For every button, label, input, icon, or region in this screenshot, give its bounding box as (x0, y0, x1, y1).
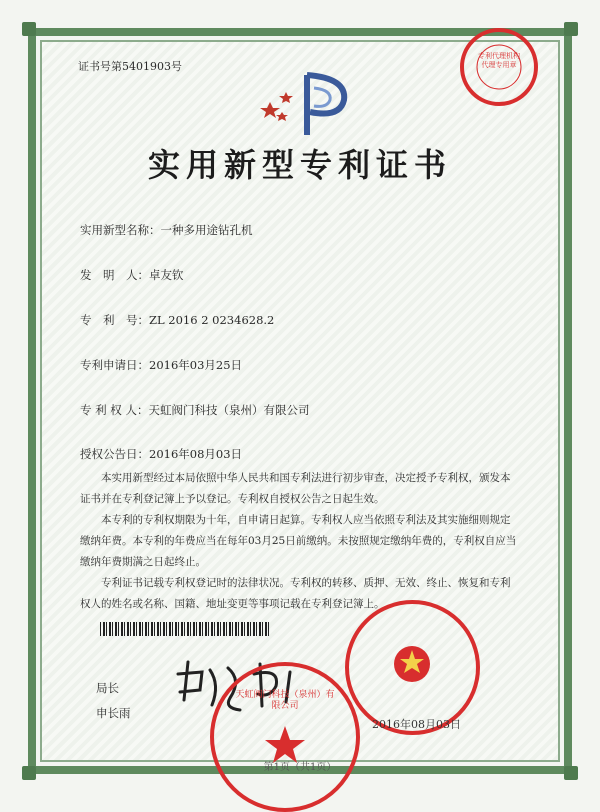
patentee-row (80, 402, 309, 418)
page-footer: 第1页（共1页） (263, 762, 337, 773)
corner-ornament (22, 22, 36, 36)
national-ip-office-seal (345, 600, 480, 735)
body-paragraph: 本实用新型经过本局依照中华人民共和国专利法进行初步审查，决定授予专利权，颁发本证书并在专利登记簿上予以登记。专利权自授权公告之日起生效。 (80, 472, 511, 505)
grant-date-row (80, 446, 242, 462)
seal-date: 2016年08月03日 (372, 718, 461, 731)
field-value: 卓友钦 (149, 268, 184, 282)
body-paragraph: 本专利的专利权期限为十年，自申请日起算。专利权人应当依照专利法及其实施细则规定缴纳年费。本专利的年费应当在每年03月25日前缴纳。未按照规定缴纳年费的，专利权自应当缴纳年费期满之日起终止。 (80, 514, 517, 568)
field-label: 专利申请日： (80, 358, 149, 372)
field-value: 2016年03月25日 (149, 358, 243, 372)
field-value: ZL 2016 2 0234628.2 (149, 313, 275, 327)
certificate-body (80, 468, 520, 615)
director-title: 局长 (96, 681, 119, 695)
corner-ornament (564, 22, 578, 36)
field-label: 专 利 号： (80, 313, 149, 327)
field-label: 授权公告日： (80, 447, 149, 461)
field-value: 一种多用途钻孔机 (160, 223, 253, 237)
director-name: 申长雨 (96, 706, 131, 720)
inventor-row (80, 267, 184, 283)
field-label: 实用新型名称： (80, 223, 161, 237)
certificate-title: 实用新型专利证书 (147, 146, 452, 184)
field-label: 专 利 权 人： (80, 403, 149, 417)
agency-seal (460, 28, 538, 106)
company-seal (210, 662, 360, 812)
agency-seal-text: 专利代理机构代理专用章 (478, 52, 520, 69)
filing-date-row (80, 357, 242, 373)
company-seal-text: 天虹阀门科技（泉州）有限公司 (235, 690, 335, 711)
field-value: 天虹阀门科技（泉州）有限公司 (148, 403, 310, 417)
patent-number-row (80, 312, 274, 328)
utility-model-name-row (80, 222, 253, 238)
patent-office-logo (252, 60, 362, 140)
field-value: 2016年08月03日 (149, 447, 243, 461)
certificate-number: 证书号第5401903号 (78, 60, 182, 73)
field-label: 发 明 人： (80, 268, 149, 282)
body-paragraph: 专利证书记载专利权登记时的法律状况。专利权的转移、质押、无效、终止、恢复和专利权人的姓名或名称、国籍、地址变更等事项记载在专利登记簿上。 (80, 577, 511, 610)
barcode (100, 622, 270, 636)
